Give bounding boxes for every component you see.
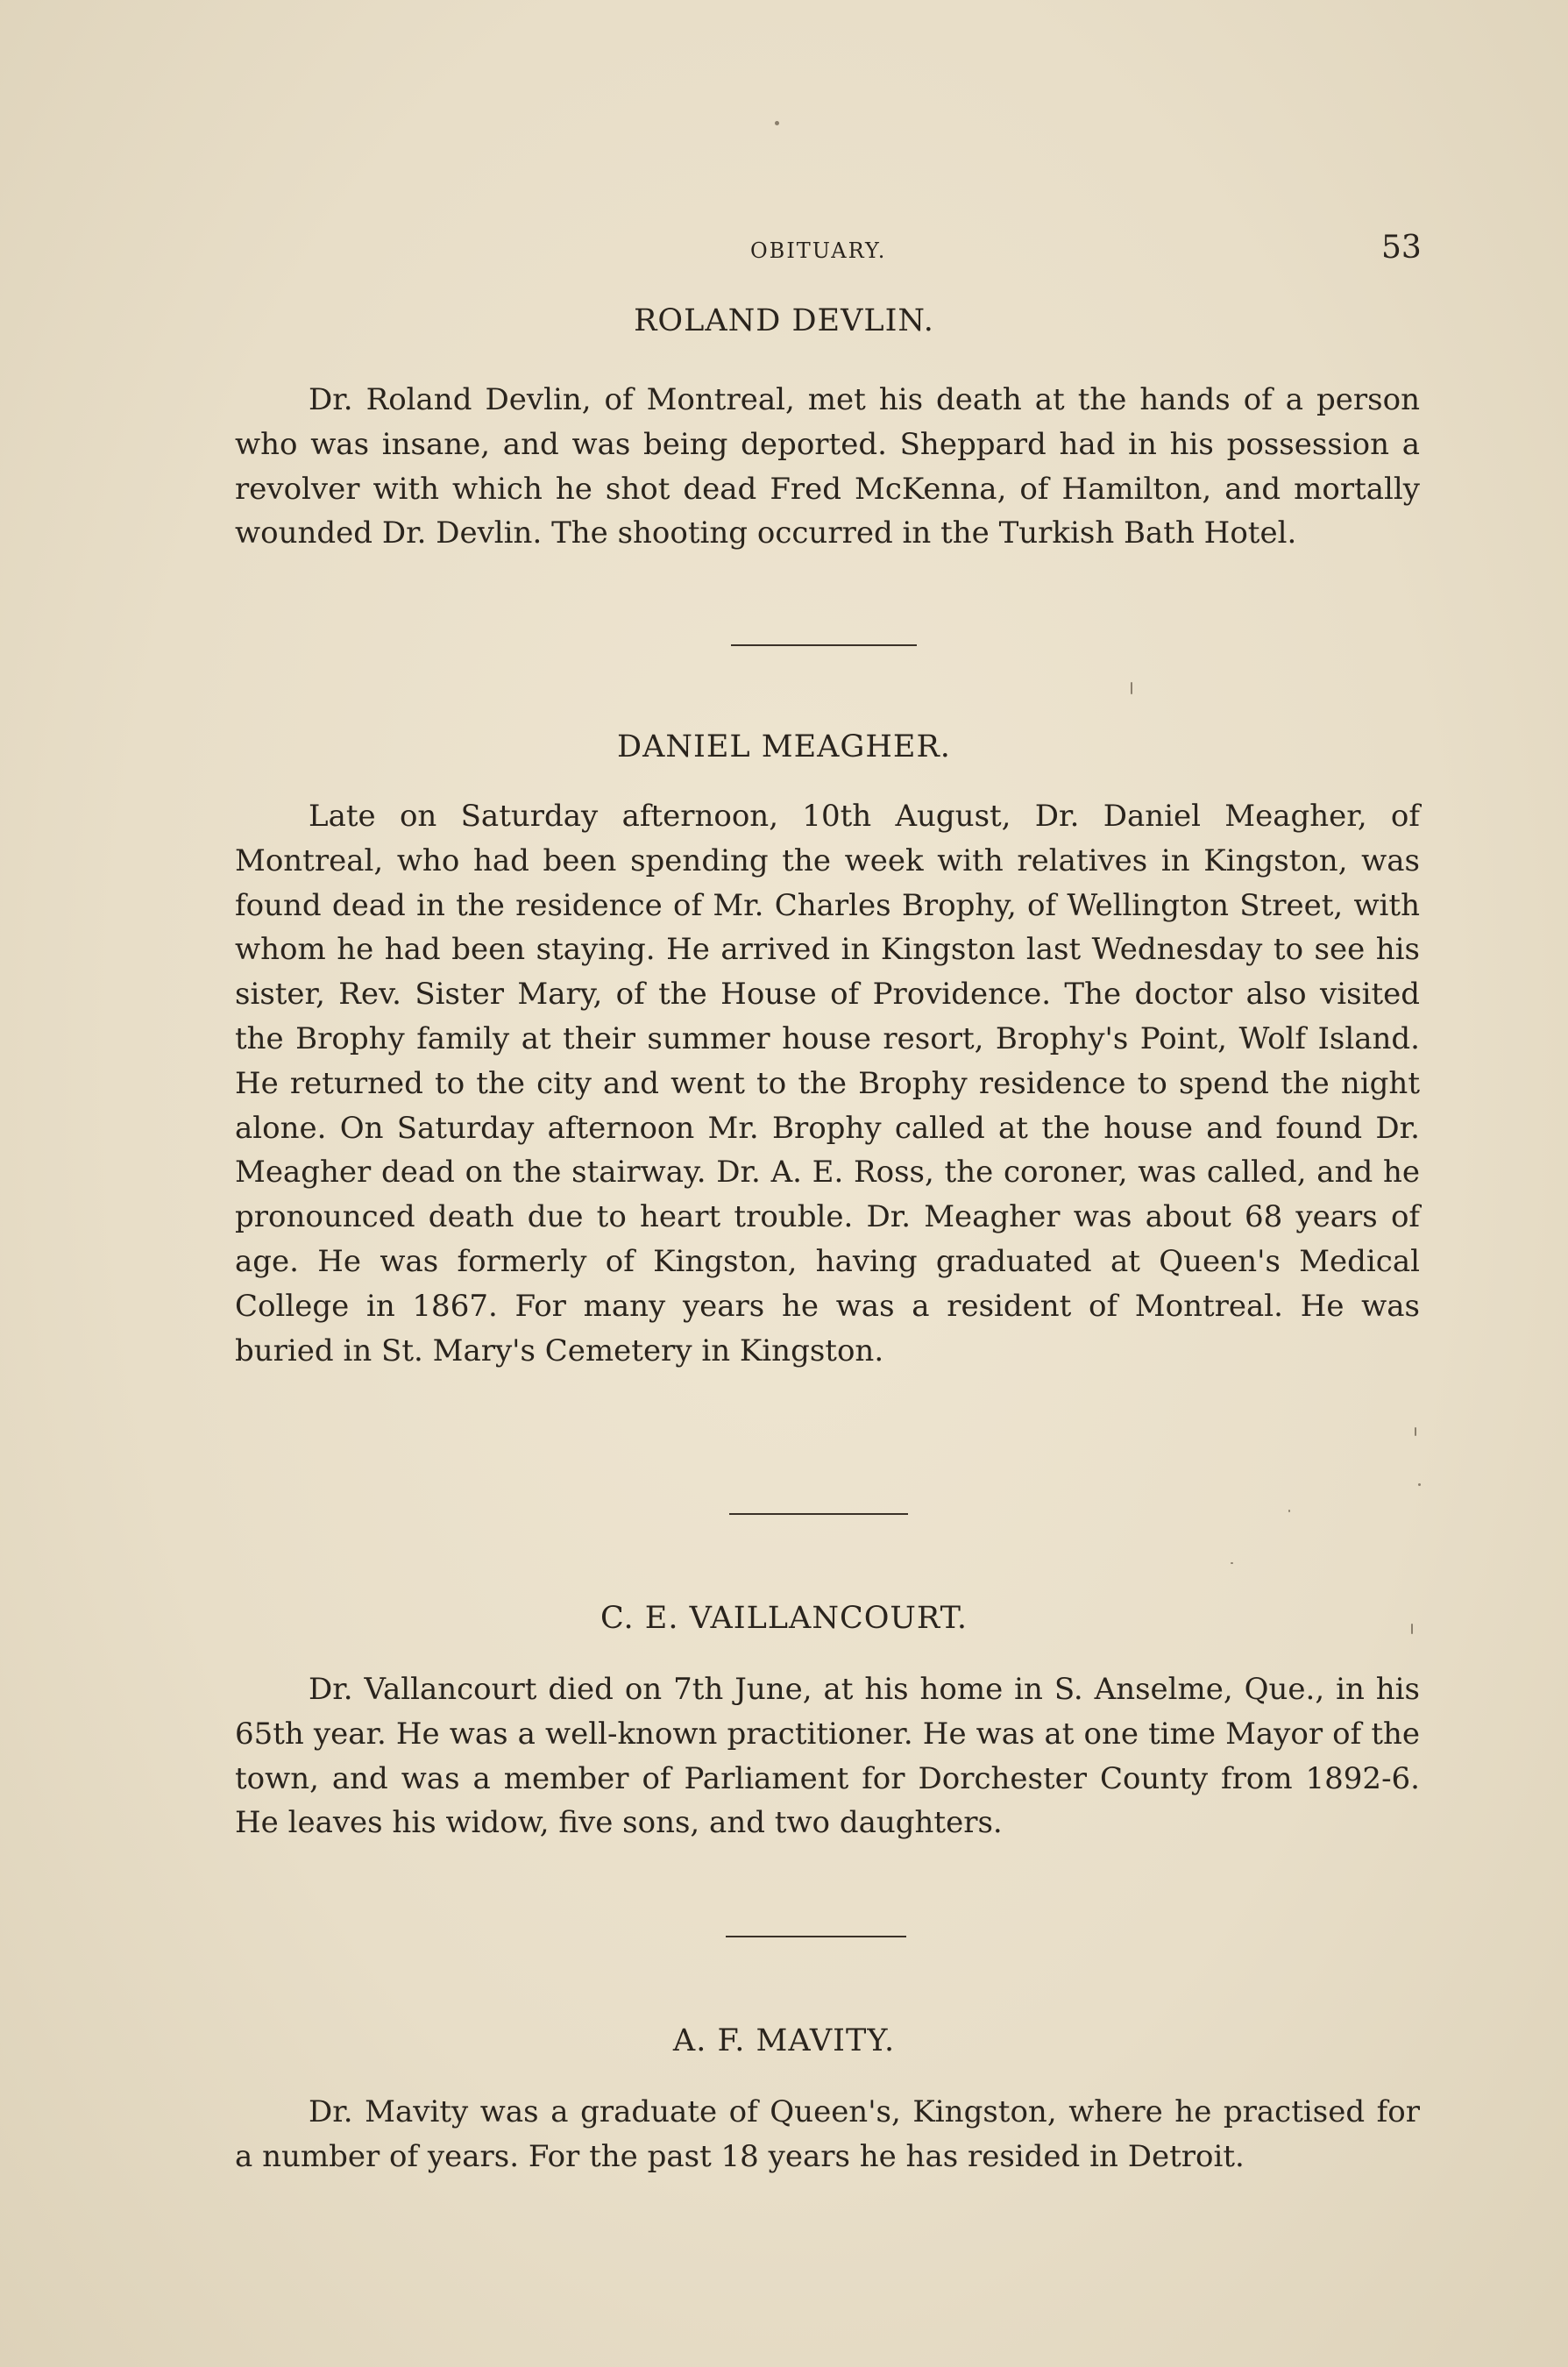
paper-speck (1418, 1483, 1421, 1486)
page-number: 53 (1381, 230, 1422, 266)
entry-text-daniel-meagher: Late on Saturday afternoon, 10th August, Dr. Daniel Meagher, of Montreal, who had been spending the week with relatives in Kingston, was found dead in the residence of Mr. Charles Brophy, of Wellington Street, with whom he had been staying. He arrived in Kingston last Wednesday to see his sister, Rev. Sister Mary, of the House of Providence. The doctor also visited the Brophy family at their summer house resort, Brophy's Point, Wolf Island. He returned to the city and went to the Brophy residence to spend the night alone. On Saturday afternoon Mr. Brophy called at the house and found Dr. Meagher dead on the stairway. Dr. A. E. Ross, the coroner, was called, and he pronounced death due to heart trouble. Dr. Meagher was about 68 years of age. He was formerly of Kingston, having graduated at Queen's Medical College in 1867. For many years he was a resident of Montreal. He was buried in St. Mary's Cemetery in Kingston. (235, 799, 1420, 1368)
entry-text-vaillancourt: Dr. Vallancourt died on 7th June, at his home in S. Anselme, Que., in his 65th year. He was a well-known practitioner. He was at one time Mayor of the town, and was a member of Parliament for Dorchester County from 1892-6. He leaves his widow, five sons, and two daughters. (235, 1672, 1420, 1841)
entry-text-roland-devlin: Dr. Roland Devlin, of Montreal, met his death at the hands of a person who was insane, and was being deported. Sheppard had in his possession a revolver with which he shot dead Fred McKenna, of Hamilton, and mortally wounded Dr. Devlin. The shooting occurred in the Turkish Bath Hotel. (235, 382, 1420, 551)
paper-speck (1415, 1427, 1416, 1436)
paper-speck (1231, 1562, 1233, 1564)
entry-heading-mavity: A. F. MAVITY. (672, 2023, 896, 2058)
paper-speck (1288, 1510, 1290, 1512)
entry-heading-vaillancourt: C. E. VAILLANCOURT. (600, 1601, 968, 1636)
paper-speck (1131, 682, 1132, 694)
running-head (0, 230, 1568, 274)
entry-heading-roland-devlin: ROLAND DEVLIN. (634, 303, 934, 338)
paper-speck (775, 121, 779, 125)
section-divider (729, 1513, 908, 1515)
entry-text-mavity: Dr. Mavity was a graduate of Queen's, Kingston, where he practised for a number of years. For the past 18 years he has resided in Detroit. (235, 2094, 1420, 2174)
section-divider (731, 644, 917, 646)
entry-heading-daniel-meagher: DANIEL MEAGHER. (617, 729, 951, 764)
paper-speck (1411, 1624, 1413, 1634)
section-divider (726, 1936, 906, 1937)
running-title: OBITUARY. (750, 238, 887, 263)
